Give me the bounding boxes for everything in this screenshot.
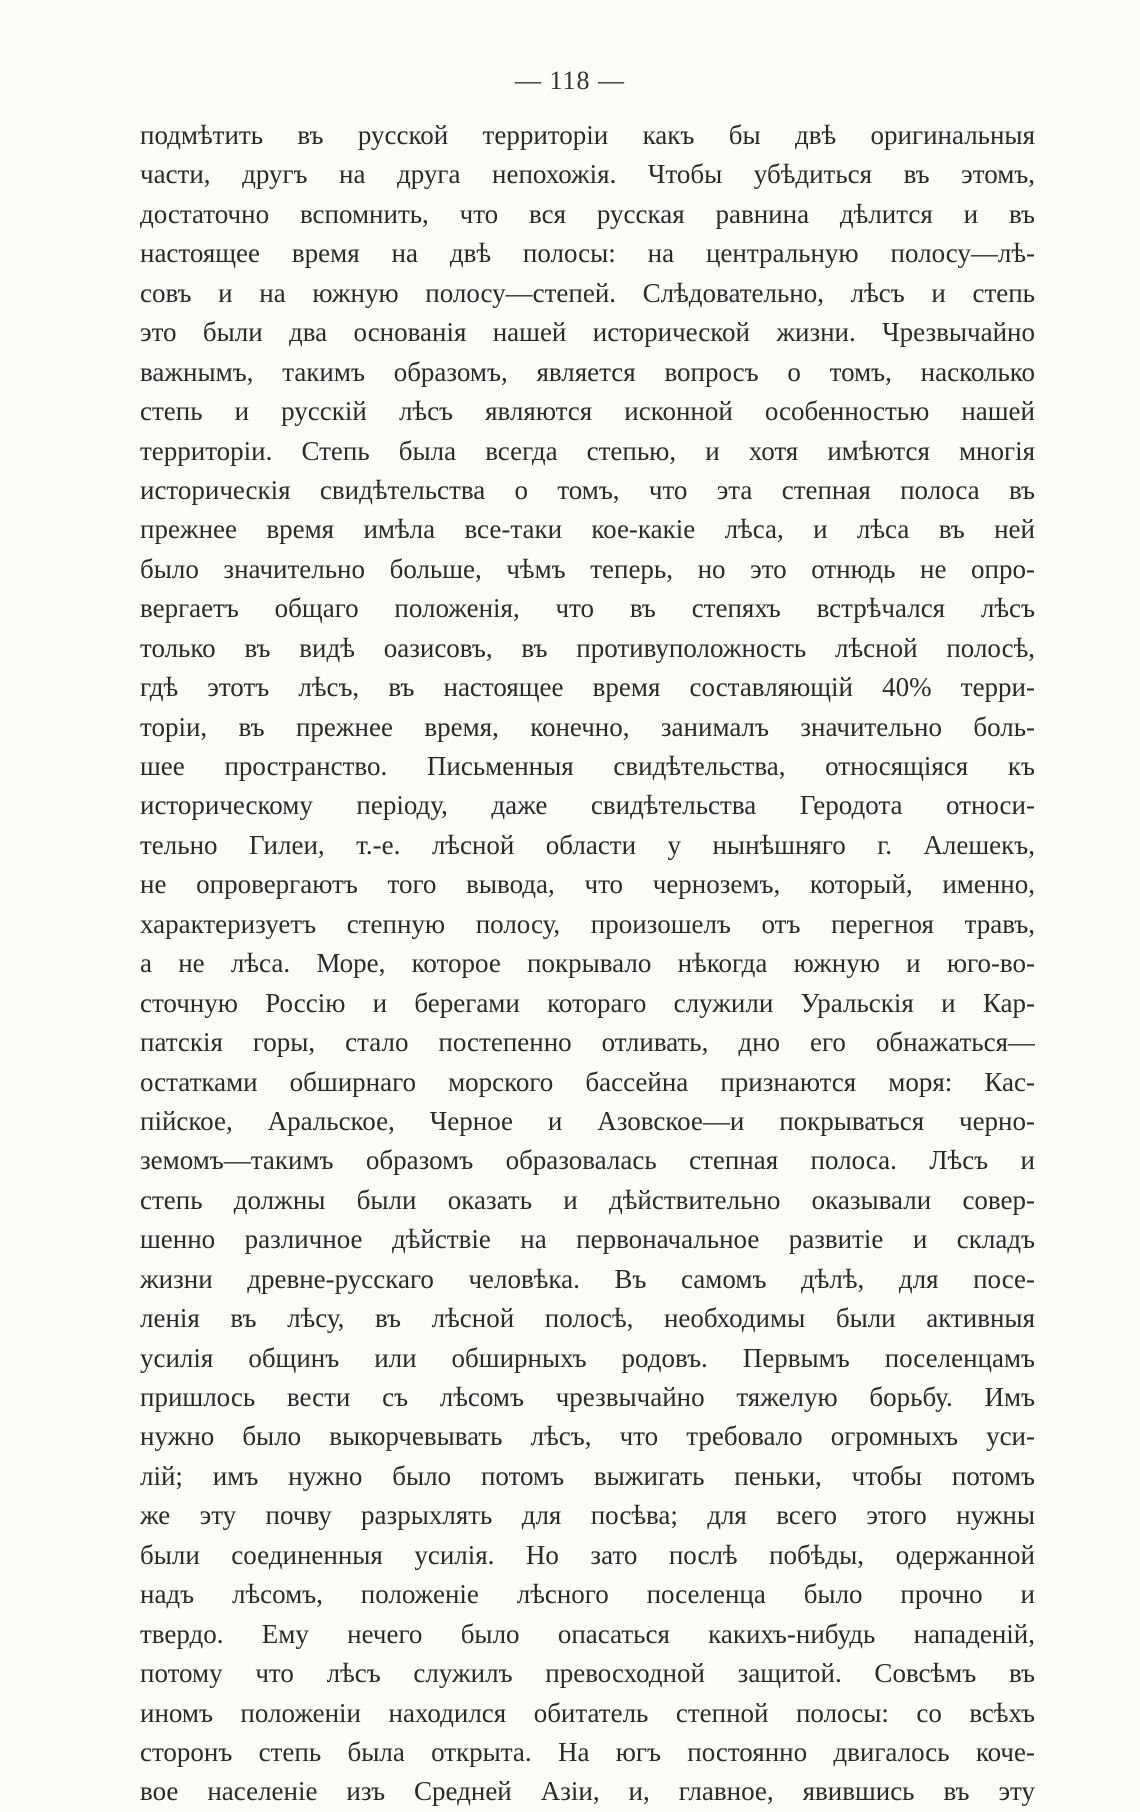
text-line: только въ видѣ оазисовъ, въ противуположность лѣсной полосѣ,	[140, 632, 1035, 663]
text-line: лій; имъ нужно было потомъ выжигать пеньки, чтобы потомъ	[140, 1460, 1035, 1491]
text-line: прежнее время имѣла все-таки кое-какіе лѣса, и лѣса въ ней	[140, 514, 1035, 545]
text-line: достаточно вспомнить, что вся русская равнина дѣлится и въ	[140, 198, 1035, 229]
text-line: усилія общинъ или обширныхъ родовъ. Первымъ поселенцамъ	[140, 1342, 1035, 1373]
text-line: сторонъ степь была открыта. На югъ постоянно двигалось коче-	[140, 1736, 1035, 1767]
text-line: шее пространство. Письменныя свидѣтельства, относящіяся къ	[140, 751, 1035, 781]
text-line: историческія свидѣтельства о томъ, что эта степная полоса въ	[140, 474, 1035, 505]
text-line: не опровергаютъ того вывода, что черноземъ, который, именно,	[140, 869, 1035, 900]
text-line: ленія въ лѣсу, въ лѣсной полосѣ, необходимы были активныя	[140, 1303, 1035, 1334]
text-line: остатками обширнаго морского бассейна признаются моря: Кас-	[140, 1066, 1035, 1097]
text-line: земомъ—такимъ образомъ образовалась степная полоса. Лѣсъ и	[140, 1145, 1035, 1176]
text-line: а не лѣса. Море, которое покрывало нѣкогда южную и юго-во-	[140, 948, 1035, 979]
text-line: пійское, Аральское, Черное и Азовское—и покрываться черно-	[140, 1105, 1035, 1136]
text-line: торіи, въ прежнее время, конечно, занималъ значительно боль-	[140, 711, 1035, 742]
text-line: историческому періоду, даже свидѣтельства Геродота относи-	[140, 790, 1035, 821]
text-line: вергаетъ общаго положенія, что въ степяхъ встрѣчался лѣсъ	[140, 593, 1035, 624]
text-line: важнымъ, такимъ образомъ, является вопросъ о томъ, насколько	[140, 356, 1035, 387]
text-line: патскія горы, стало постепенно отливать, дно его обнажаться—	[140, 1027, 1035, 1058]
text-line: же эту почву разрыхлять для посѣва; для всего этого нужны	[140, 1500, 1035, 1531]
text-line: потому что лѣсъ служилъ превосходной защитой. Совсѣмъ въ	[140, 1658, 1035, 1689]
text-line: нужно было выкорчевывать лѣсъ, что требовало огромныхъ уси-	[140, 1421, 1035, 1452]
text-line: сточную Россію и берегами котораго служили Уральскія и Кар-	[140, 987, 1035, 1018]
text-line: настоящее время на двѣ полосы: на центральную полосу—лѣ-	[140, 238, 1035, 269]
text-line: пришлось вести съ лѣсомъ чрезвычайно тяжелую борьбу. Имъ	[140, 1382, 1035, 1412]
text-line: совъ и на южную полосу—степей. Слѣдовательно, лѣсъ и степь	[140, 277, 1035, 308]
text-line: вое населеніе изъ Средней Азіи, и, главное, явившись въ эту	[140, 1776, 1035, 1807]
text-line: твердо. Ему нечего было опасаться какихъ-нибудь нападеній,	[140, 1618, 1035, 1649]
text-line: гдѣ этотъ лѣсъ, въ настоящее время составляющій 40% терри-	[140, 672, 1035, 703]
text-line: жизни древне-русскаго человѣка. Въ самомъ дѣлѣ, для посе-	[140, 1263, 1035, 1294]
page-number: — 118 —	[514, 66, 626, 95]
text-line: тельно Гилеи, т.-е. лѣсной области у нынѣшняго г. Алешекъ,	[140, 829, 1035, 860]
text-line: были соединенныя усилія. Но зато послѣ побѣды, одержанной	[140, 1539, 1035, 1570]
text-line: подмѣтить въ русской территоріи какъ бы двѣ оригинальныя	[140, 120, 1035, 150]
text-line: надъ лѣсомъ, положеніе лѣсного поселенца было прочно и	[140, 1579, 1035, 1610]
text-line: это были два основанія нашей исторической жизни. Чрезвычайно	[140, 317, 1035, 348]
text-line: части, другъ на друга непохожія. Чтобы убѣдиться въ этомъ,	[140, 159, 1035, 190]
text-line: территоріи. Степь была всегда степью, и хотя имѣются многія	[140, 435, 1035, 466]
text-line: шенно различное дѣйствіе на первоначальное развитіе и складъ	[140, 1224, 1035, 1255]
text-line: степь должны были оказать и дѣйствительно оказывали совер-	[140, 1184, 1035, 1215]
text-line: иномъ положеніи находился обитатель степной полосы: со всѣхъ	[140, 1697, 1035, 1728]
text-line: было значительно больше, чѣмъ теперь, но это отнюдь не опро-	[140, 553, 1035, 584]
text-line: степь и русскій лѣсъ являются исконной особенностью нашей	[140, 396, 1035, 427]
body-text	[140, 116, 1035, 1812]
text-line: характеризуетъ степную полосу, произошелъ отъ перегноя травъ,	[140, 908, 1035, 939]
